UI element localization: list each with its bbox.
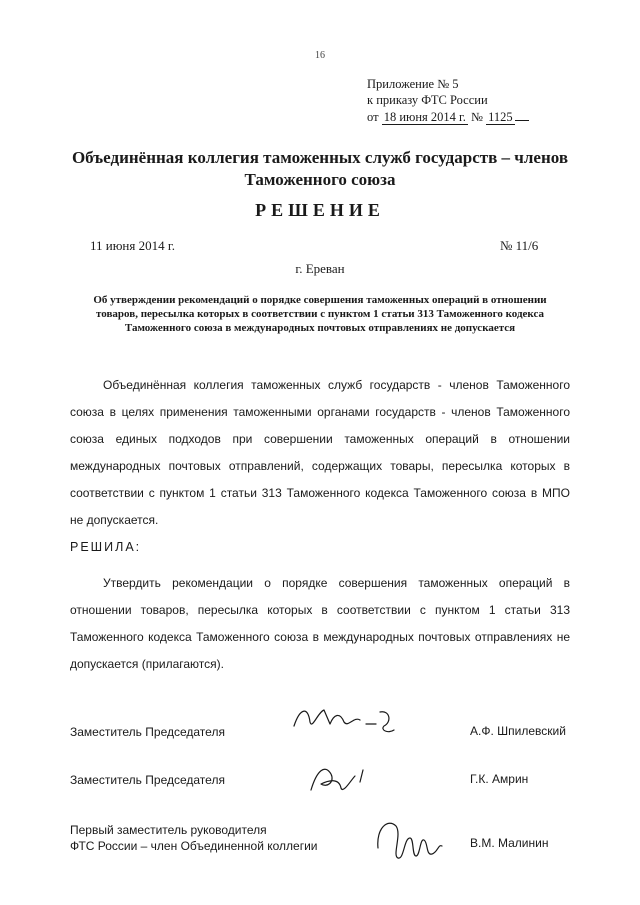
document-type-title: РЕШЕНИЕ bbox=[255, 200, 385, 220]
decision-number: № 11/6 bbox=[500, 238, 539, 253]
signature-3-image bbox=[368, 808, 448, 868]
resolved-label: РЕШИЛА: bbox=[70, 540, 142, 554]
page-number: 16 bbox=[315, 50, 325, 61]
signatory-3-role-line1: Первый заместитель руководителя bbox=[70, 823, 267, 837]
preamble-paragraph: Объединённая коллегия таможенных служб государств - членов Таможенного союза в целях применения таможенными органами государств - членов Таможенного союза единых подходов при совершении таможенных операций в отношении международных почтовых отправлений, содержащих товары, пересылка которых в соответствии с пунктом 1 статьи 313 Таможенного кодекса Таможенного союза в МПО не допускается. bbox=[70, 378, 570, 527]
signatory-2-role: Заместитель Председателя bbox=[70, 773, 225, 787]
appendix-block bbox=[367, 76, 529, 125]
appendix-title: Приложение № 5 bbox=[367, 77, 459, 91]
signatory-3-name: В.М. Малинин bbox=[470, 836, 549, 850]
signatory-3-role bbox=[70, 822, 318, 854]
signature-2-image bbox=[305, 760, 375, 800]
resolution-paragraph: Утвердить рекомендации о порядке совершения таможенных операций в отношении товаров, пересылка которых в соответствии с пунктом 1 статьи 313 Таможенного кодекса Таможенного союза в международных почтовых отправлениях не допускается (прилагаются). bbox=[70, 576, 570, 671]
appendix-number-label: № bbox=[471, 110, 483, 124]
decision-date: 11 июня 2014 г. bbox=[90, 238, 175, 253]
appendix-order-ref: к приказу ФТС России bbox=[367, 93, 488, 107]
signatory-1-role: Заместитель Председателя bbox=[70, 725, 225, 739]
signatory-1-name: А.Ф. Шпилевский bbox=[470, 724, 566, 738]
signatory-3-role-line2: ФТС России – член Объединенной коллегии bbox=[70, 839, 318, 853]
decision-city: г. Ереван bbox=[295, 261, 345, 276]
appendix-date: 18 июня 2014 г. bbox=[383, 110, 466, 124]
appendix-number: 1125 bbox=[488, 110, 513, 124]
signatory-2-name: Г.К. Амрин bbox=[470, 772, 529, 786]
appendix-from-label: от bbox=[367, 110, 379, 124]
appendix-date-line bbox=[367, 108, 529, 125]
decision-subject: Об утверждении рекомендаций о порядке совершения таможенных операций в отношении товаров, пересылка которых в соответствии с пунктом 1 статьи 313 Таможенного кодекса Таможенного союза в международных почтовых отправлениях не допускается bbox=[93, 294, 547, 334]
signature-1-image bbox=[290, 700, 400, 740]
organization-title: Объединённая коллегия таможенных служб государств – членов Таможенного союза bbox=[71, 148, 569, 189]
appendix-underline-tail bbox=[515, 108, 529, 121]
